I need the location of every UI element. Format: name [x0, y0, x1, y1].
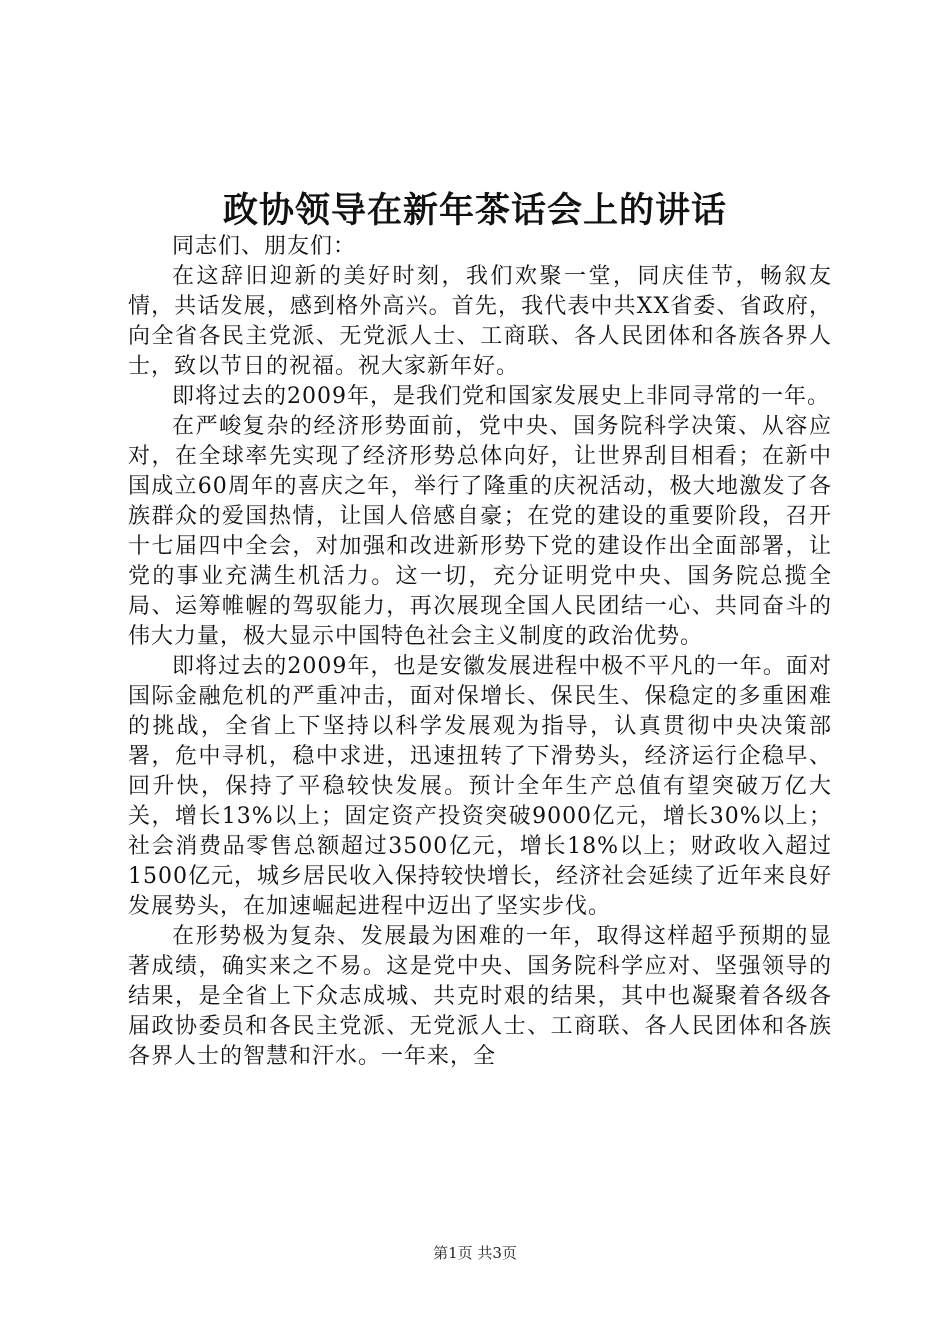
- salutation-paragraph: 同志们、朋友们：: [172, 234, 357, 259]
- body-paragraph: 在严峻复杂的经济形势面前，党中央、国务院科学决策、从容应对，在全球率先实现了经济形势总体向好，让世界刮目相看；在新中国成立60周年的喜庆之年，举行了隆重的庆祝活动，极大地激发了各族群众的爱国热情，让国人倍感自豪；在党的建设的重要阶段，召开十七届四中全会，对加强和改进新形势下党的建设作出全面部署，让党的事业充满生机活力。这一切，充分证明党中央、国务院总揽全局、运筹帷幄的驾驭能力，再次展现全国人民团结一心、共同奋斗的伟大力量，极大显示中国特色社会主义制度的政治优势。: [128, 414, 832, 649]
- body-paragraph: 即将过去的2009年，也是安徽发展进程中极不平凡的一年。面对国际金融危机的严重冲击，面对保增长、保民生、保稳定的多重困难的挑战，全省上下坚持以科学发展观为指导，认真贯彻中央决策部署，危中寻机，稳中求进，迅速扭转了下滑势头，经济运行企稳早、回升快，保持了平稳较快发展。预计全年生产总值有望突破万亿大关，增长13%以上；固定资产投资突破9000亿元，增长30%以上；社会消费品零售总额超过3500亿元，增长18%以上；财政收入超过1500亿元，城乡居民收入保持较快增长，经济社会延续了近年来良好发展势头，在加速崛起进程中迈出了坚实步伐。: [128, 654, 832, 919]
- page-number-footer: 第1页 共3页: [433, 1244, 517, 1262]
- body-paragraph: 在形势极为复杂、发展最为困难的一年，取得这样超乎预期的显著成绩，确实来之不易。这是党中央、国务院科学应对、坚强领导的结果，是全省上下众志成城、共克时艰的结果，其中也凝聚着各级各届政协委员和各民主党派、无党派人士、工商联、各人民团体和各族各界人士的智慧和汗水。一年来，全: [128, 924, 832, 1069]
- document-title: 政协领导在新年茶话会上的讲话: [222, 190, 727, 231]
- document-body: [128, 232, 832, 1072]
- body-paragraph: 在这辞旧迎新的美好时刻，我们欢聚一堂，同庆佳节，畅叙友情，共话发展，感到格外高兴。首先，我代表中共XX省委、省政府，向全省各民主党派、无党派人士、工商联、各人民团体和各族各界人士，致以节日的祝福。祝大家新年好。: [128, 264, 832, 379]
- body-paragraph: 即将过去的2009年，是我们党和国家发展史上非同寻常的一年。: [172, 384, 830, 409]
